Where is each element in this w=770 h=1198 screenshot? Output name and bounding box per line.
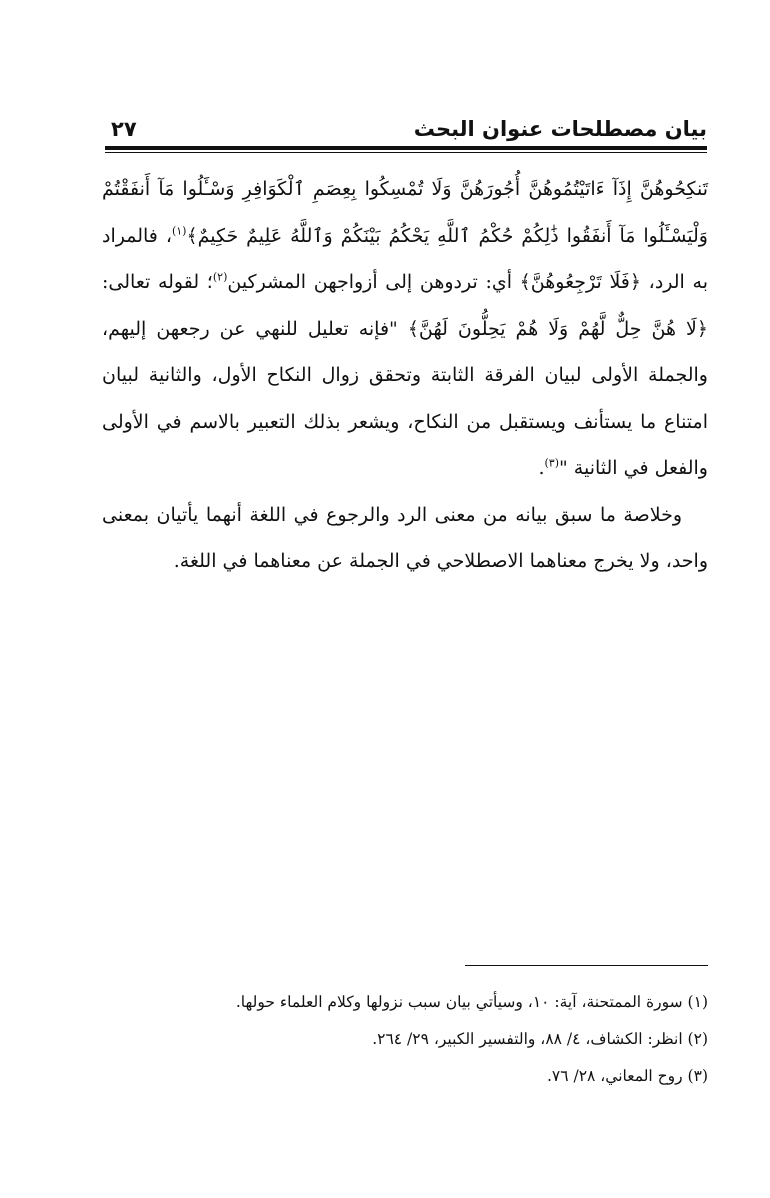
quran-verse-2: ﴿فَلَا تَرْجِعُوهُنَّ﴾: [519, 271, 642, 293]
footnote-2: (٢) انظر: الكشاف، ٤/ ٨٨، والتفسير الكبير، ٢٩/ ٢٦٤.: [372, 1030, 708, 1048]
footnote-separator: [465, 965, 708, 966]
running-title: بيان مصطلحات عنوان البحث: [413, 117, 707, 141]
text-segment-5: .: [538, 457, 545, 479]
footnote-ref-1: (١): [171, 224, 187, 238]
text-segment-3: ؛ لقوله تعالى:: [102, 271, 213, 293]
paragraph-2: وخلاصة ما سبق بيانه من معنى الرد والرجوع في اللغة أنهما يأتيان بمعنى واحد، ولا يخرج معناهما الاصطلاحي في الجملة عن معناهما في اللغة.: [102, 503, 708, 572]
paragraph-1: [102, 166, 708, 492]
header-rule-thin: [105, 152, 707, 153]
footnotes: [150, 984, 708, 1095]
text-segment-1: ، فالمراد به الرد،: [102, 224, 708, 293]
footnote-ref-2: (٢): [212, 270, 228, 284]
main-text: [102, 166, 708, 585]
footnote-1: (١) سورة الممتحنة، آية: ١٠، وسيأتي بيان سبب نزولها وكلام العلماء حولها.: [235, 993, 708, 1011]
footnote-ref-3: (٣): [544, 456, 559, 470]
quran-verse-3: ﴿لَا هُنَّ حِلٌّ لَّهُمْ وَلَا هُمْ يَحِلُّونَ لَهُنَّ﴾: [407, 317, 708, 340]
page-number: ٢٧: [111, 117, 137, 141]
page-header: [105, 112, 707, 146]
quran-verse-1: تَنكِحُوهُنَّ إِذَآ ءَاتَيْتُمُوهُنَّ أُجُورَهُنَّ وَلَا تُمْسِكُوا بِعِصَمِ ٱلْكَوَافِرِ وَسْـَٔلُوا مَآ أَنفَقْتُمْ وَلْيَسْـَٔلُوا مَآ أَنفَقُوا ذَٰلِكُمْ حُكْمُ ٱللَّهِ يَحْكُمُ بَيْنَكُمْ وَٱللَّهُ عَلِيمٌ حَكِيمٌ﴾: [102, 178, 708, 247]
footnote-3: (٣) روح المعاني، ٢٨/ ٧٦.: [546, 1067, 708, 1085]
text-segment-4: "فإنه تعليل للنهي عن رجعهن إليهم، والجملة الأولى لبيان الفرقة الثابتة وتحقق زوال النكاح الأول، والثانية لبيان امتناع ما يستأنف ويستقبل من النكاح، ويشعر بذلك التعبير بالاسم في الأولى والفعل في الثانية ": [102, 317, 708, 479]
header-rule-thick: [105, 146, 707, 150]
text-segment-2: أي: تردوهن إلى أزواجهن المشركين: [227, 271, 520, 293]
